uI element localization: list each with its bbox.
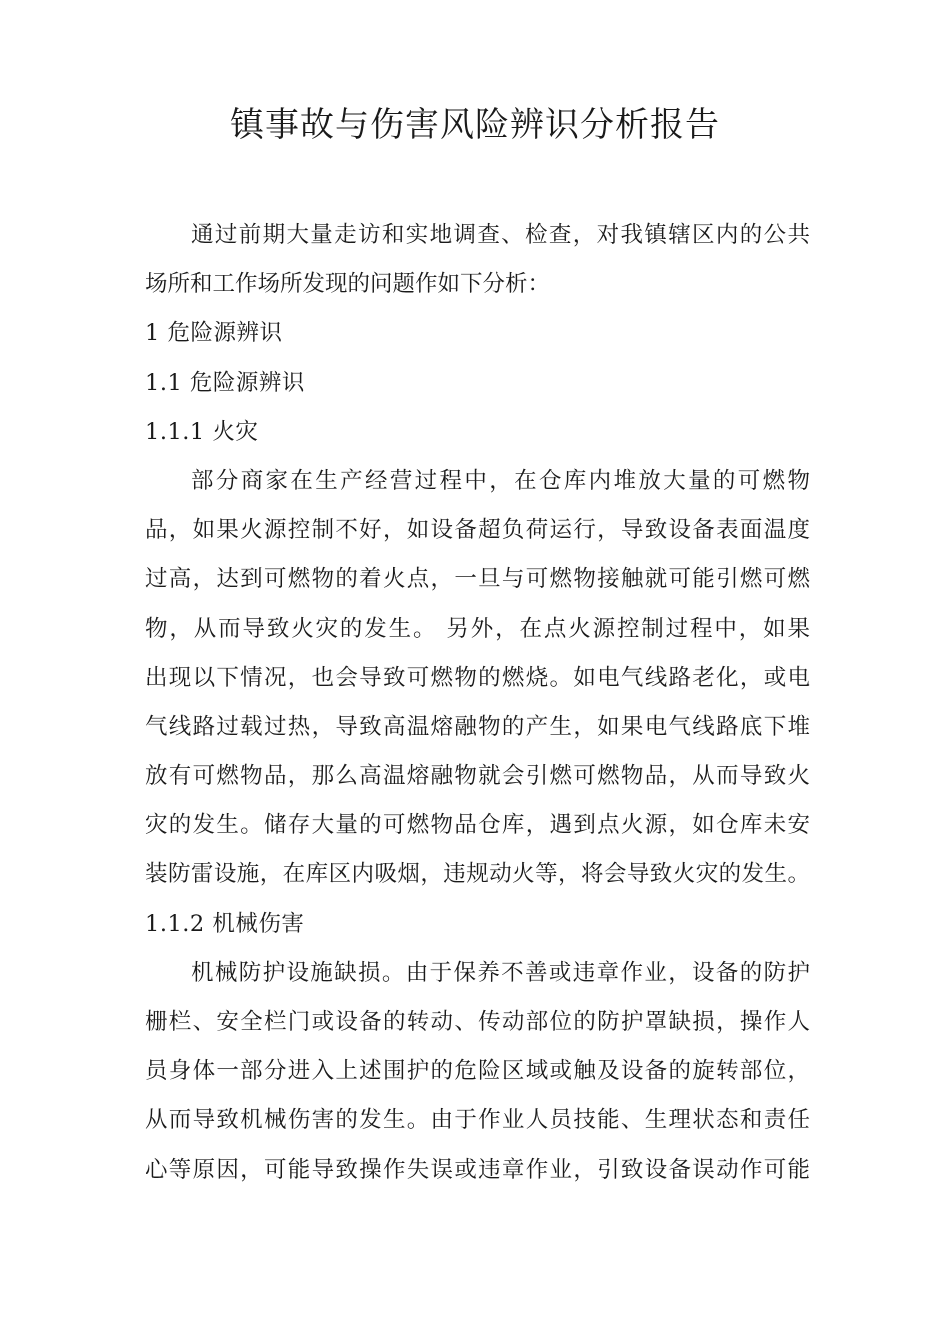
paragraph-line: 物，从而导致火灾的发生。 另外，在点火源控制过程中，如果 <box>145 615 810 642</box>
paragraph-line: 心等原因，可能导致操作失误或违章作业，引致设备误动作可能 <box>145 1156 810 1183</box>
paragraph-line: 放有可燃物品，那么高温熔融物就会引燃可燃物品，从而导致火 <box>145 763 810 790</box>
paragraph-line: 灾的发生。储存大量的可燃物品仓库，遇到点火源，如仓库未安 <box>145 812 810 839</box>
paragraph-line: 出现以下情况，也会导致可燃物的燃烧。如电气线路老化，或电 <box>145 664 810 691</box>
paragraph-line: 场所和工作场所发现的问题作如下分析： <box>145 271 551 298</box>
paragraph-line: 从而导致机械伤害的发生。由于作业人员技能、生理状态和责任 <box>145 1107 810 1134</box>
section-heading: 1 危险源辨识 <box>145 320 283 347</box>
document-title: 镇事故与伤害风险辨识分析报告 <box>230 105 720 145</box>
paragraph-line: 部分商家在生产经营过程中，在仓库内堆放大量的可燃物 <box>191 467 810 494</box>
paragraph-line: 员身体一部分进入上述围护的危险区域或触及设备的旋转部位， <box>145 1058 810 1085</box>
paragraph-line: 过高，达到可燃物的着火点，一旦与可燃物接触就可能引燃可燃 <box>145 566 810 593</box>
paragraph-line: 机械防护设施缺损。由于保养不善或违章作业，设备的防护 <box>191 959 810 986</box>
subsubsection-heading: 1.1.1 火灾 <box>145 418 259 445</box>
subsection-heading: 1.1 危险源辨识 <box>145 369 305 396</box>
paragraph-line: 装防雷设施，在库区内吸烟，违规动火等，将会导致火灾的发生。 <box>145 861 810 888</box>
subsubsection-heading: 1.1.2 机械伤害 <box>145 910 305 937</box>
paragraph-line: 通过前期大量走访和实地调查、检查，对我镇辖区内的公共 <box>191 222 810 248</box>
paragraph-line: 气线路过载过热，导致高温熔融物的产生，如果电气线路底下堆 <box>145 713 810 740</box>
document-body <box>145 211 810 1195</box>
paragraph-line: 栅栏、安全栏门或设备的转动、传动部位的防护罩缺损，操作人 <box>145 1009 810 1035</box>
paragraph-line: 品，如果火源控制不好，如设备超负荷运行，导致设备表面温度 <box>145 517 810 544</box>
